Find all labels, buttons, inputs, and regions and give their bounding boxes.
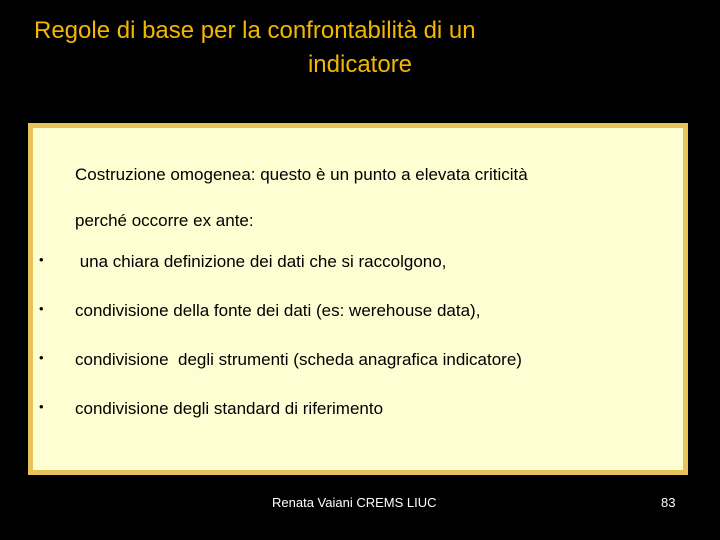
bullet-icon: • — [39, 252, 44, 267]
slide-title-line2: indicatore — [307, 51, 413, 78]
content-box — [28, 123, 688, 475]
bullet-text: condivisione della fonte dei dati (es: werehouse data), — [75, 301, 481, 320]
slide-title-line1: Regole di base per la confrontabilità di un — [34, 17, 476, 44]
bullet-icon: • — [39, 350, 44, 365]
bullet-text: una chiara definizione dei dati che si raccolgono, — [75, 252, 447, 271]
bullet-text: condivisione degli strumenti (scheda anagrafica indicatore) — [75, 350, 522, 369]
footer-author: Renata Vaiani CREMS LIUC — [272, 495, 437, 510]
bullet-icon: • — [39, 399, 44, 414]
bullet-text: condivisione degli standard di riferimento — [75, 399, 384, 418]
intro-line2: perché occorre ex ante: — [75, 211, 254, 230]
intro-text — [75, 152, 675, 244]
bullet-icon: • — [39, 301, 44, 316]
slide-title — [0, 14, 720, 82]
page-number: 83 — [661, 495, 676, 510]
intro-line1: Costruzione omogenea: questo è un punto a elevata criticità — [75, 165, 528, 184]
